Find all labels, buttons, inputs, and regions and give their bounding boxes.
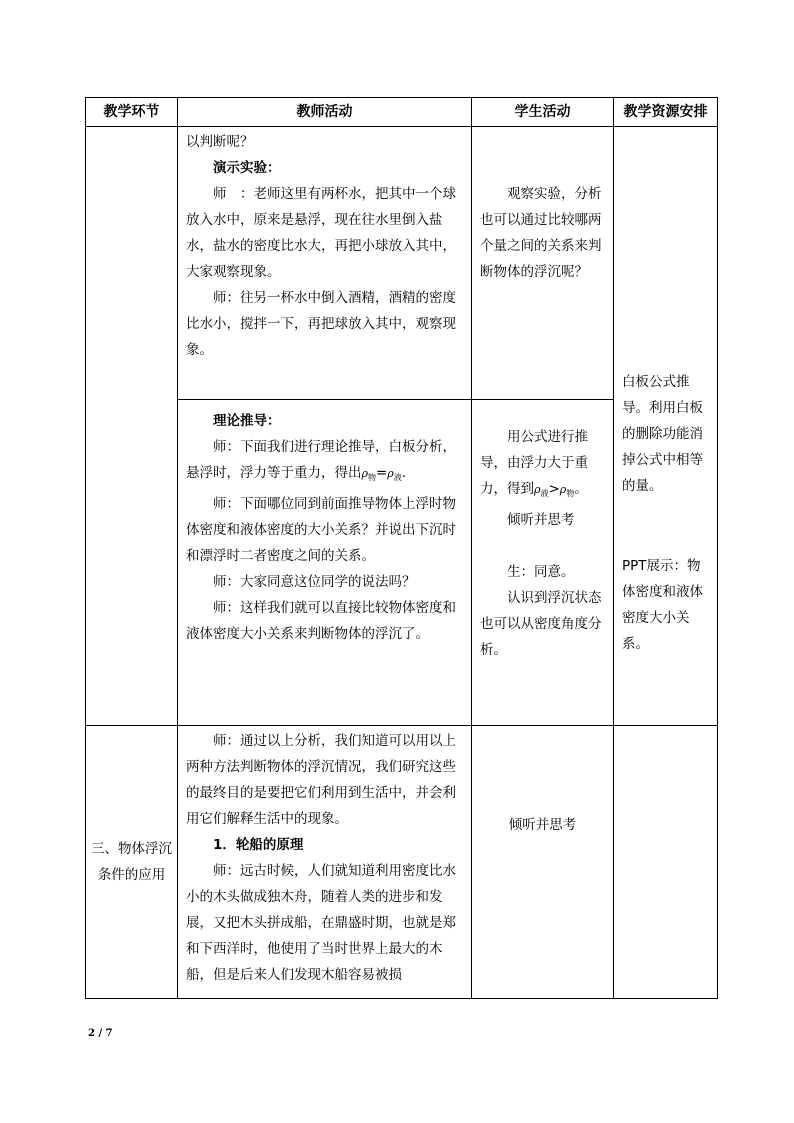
teacher-text: 师：这样我们就可以直接比较物体密度和液体密度大小关系来判断物体的浮沉了。 (186, 600, 456, 642)
student-text-part: 用公式进行推导，由浮力大于重力，得到 (480, 429, 588, 497)
header-teaching-resources: 教学资源安排 (614, 98, 718, 127)
student-text: 观察实验，分析也可以通过比较哪两个量之间的关系来判断物体的浮沉呢？ (480, 186, 602, 280)
teacher-activity-cell (178, 726, 472, 999)
page-number: 2 / 7 (88, 1028, 113, 1039)
student-text: 生：同意。 (507, 564, 575, 580)
resources-cell-empty (614, 726, 718, 999)
student-text: 倾听并思考 (507, 512, 575, 528)
student-activity-cell (472, 400, 614, 726)
stage-cell: 三、物体浮沉条件的应用 (86, 726, 178, 999)
teacher-text: 师：往另一杯水中倒入酒精，酒精的密度比水小，搅拌一下，再把球放入其中，观察现象。 (186, 290, 456, 358)
subscript: 物 (566, 489, 575, 498)
header-teacher-activity: 教师活动 (178, 98, 472, 127)
student-text: 倾听并思考 (508, 817, 577, 833)
equals-sign: = (375, 465, 388, 481)
greater-than-sign: > (548, 481, 560, 497)
lesson-plan-table (85, 97, 718, 999)
teacher-text: 以判断呢？ (186, 134, 254, 150)
teacher-text (186, 434, 465, 491)
table-row (86, 726, 718, 999)
subscript: 液 (540, 489, 549, 498)
student-activity-cell (472, 127, 614, 400)
resource-text: PPT展示：物体密度和液体密度大小关系。 (622, 558, 703, 652)
teacher-text: 师 ：老师这里有两杯水，把其中一个球放入水中，原来是悬浮，现在往水里倒入盐水，盐水的密度比水大，再把小球放入其中，大家观察现象。 (186, 186, 456, 280)
table-header-row (86, 98, 718, 127)
teacher-text: 师：通过以上分析，我们知道可以用以上两种方法判断物体的浮沉情况，我们研究这些的最终目的是要把它们利用到生活中，并会利用它们解释生活中的现象。 (186, 733, 456, 827)
header-student-activity: 学生活动 (472, 98, 614, 127)
subscript: 液 (393, 473, 402, 482)
header-stage: 教学环节 (86, 98, 178, 127)
section-title: 1．轮船的原理 (213, 837, 304, 853)
teacher-text-part: 师：下面我们进行理论推导，白板分析，悬浮时，浮力等于重力，得出 (186, 439, 456, 481)
teacher-text: 师：大家同意这位同学的说法吗？ (213, 574, 416, 590)
teacher-text: 师：下面哪位同到前面推导物体上浮时物体密度和液体密度的大小关系？并说出下沉时和漂浮时二者密度之间的关系。 (186, 496, 456, 564)
period: 。 (574, 481, 588, 497)
section-title: 演示实验： (213, 160, 281, 176)
teacher-text: 师：远古时候，人们就知道利用密度比水小的木头做成独木舟，随着人类的进步和发展，又把木头拼成船，在鼎盛时期，也就是郑和下西洋时，他使用了当时世界上最大的木船，但是后来人们发现木船容易被损 (186, 863, 456, 983)
stage-cell-empty (86, 127, 178, 726)
rho-symbol: ρ (559, 483, 567, 496)
student-text (480, 424, 607, 507)
student-text: 认识到浮沉状态也可以从密度角度分析。 (480, 590, 602, 658)
period: . (401, 465, 407, 481)
section-title: 理论推导： (213, 413, 281, 429)
rho-symbol: ρ (361, 467, 368, 480)
student-activity-cell (472, 726, 614, 999)
teacher-activity-cell (178, 400, 472, 726)
resources-cell (614, 127, 718, 726)
resource-text: 白板公式推导。利用白板的删除功能消掉公式中相等的量。 (622, 374, 703, 494)
rho-symbol: ρ (534, 483, 541, 496)
table-row (86, 127, 718, 400)
subscript: 物 (367, 473, 376, 482)
teacher-activity-cell (178, 127, 472, 400)
rho-symbol: ρ (387, 467, 394, 480)
